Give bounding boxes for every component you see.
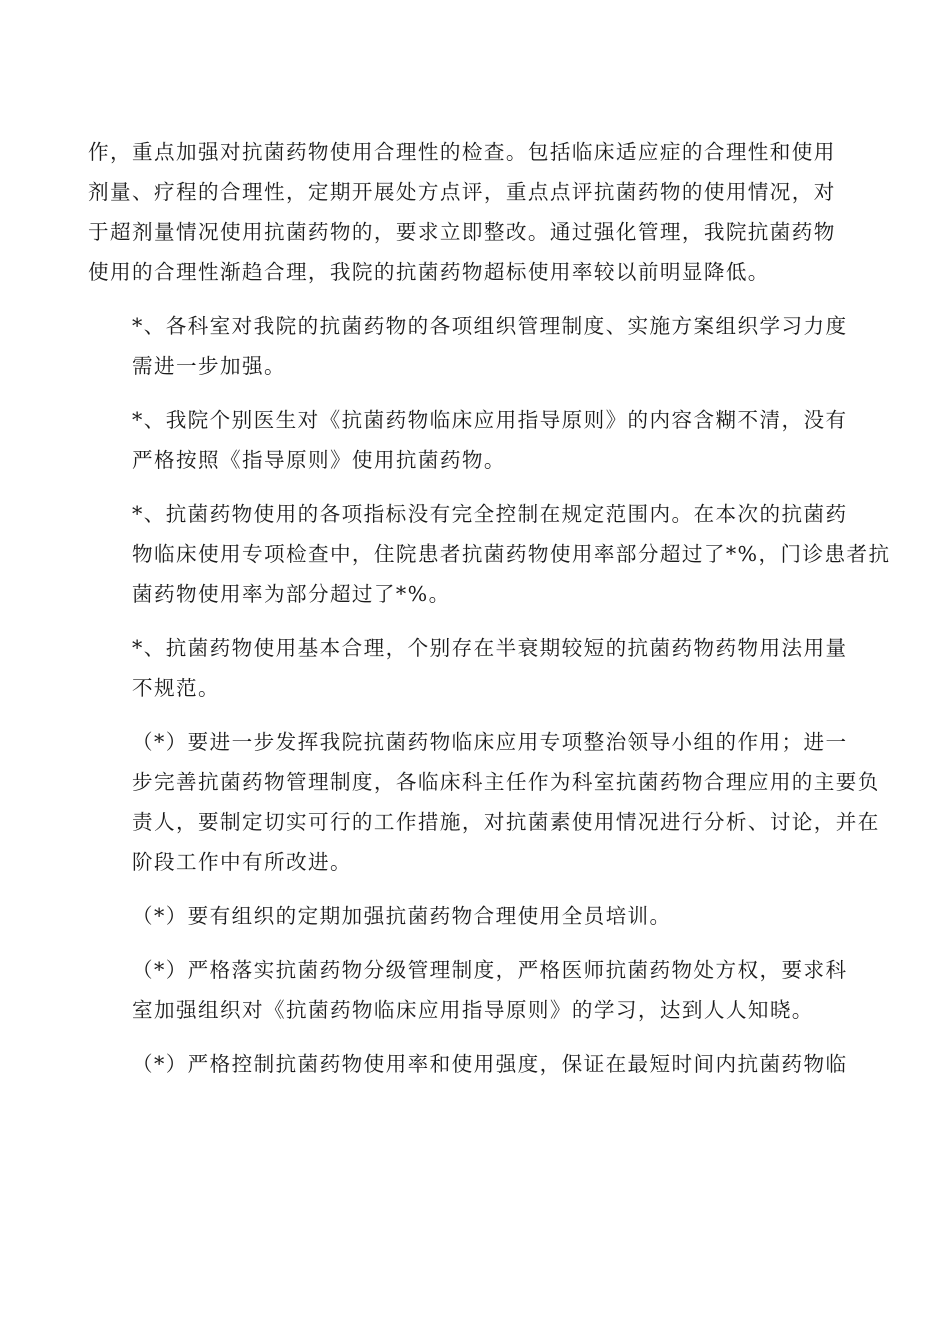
- text-line: 物临床使用专项检查中，住院患者抗菌药物使用率部分超过了*%，门诊患者抗: [132, 542, 891, 566]
- paragraph: [88, 400, 864, 480]
- paragraph: [88, 628, 864, 708]
- text-line: 不规范。: [132, 676, 220, 700]
- paragraph: [88, 494, 891, 614]
- text-line: （*）要有组织的定期加强抗菌药物合理使用全员培训。: [132, 904, 672, 928]
- paragraph: [88, 722, 880, 882]
- paragraph: [88, 1044, 864, 1084]
- text-line: （*）要进一步发挥我院抗菌药物临床应用专项整治领导小组的作用；进一: [132, 730, 848, 754]
- paragraph: [88, 132, 864, 292]
- text-line: *、我院个别医生对《抗菌药物临床应用指导原则》的内容含糊不清，没有: [132, 408, 848, 432]
- text-line: *、抗菌药物使用基本合理，个别存在半衰期较短的抗菌药物药物用法用量: [132, 636, 848, 660]
- text-line: （*）严格控制抗菌药物使用率和使用强度，保证在最短时间内抗菌药物临: [132, 1052, 848, 1076]
- text-line: （*）严格落实抗菌药物分级管理制度，严格医师抗菌药物处方权，要求科: [132, 958, 848, 982]
- document-body: [88, 132, 891, 1098]
- text-line: 作，重点加强对抗菌药物使用合理性的检查。包括临床适应症的合理性和使用: [88, 140, 836, 164]
- text-line: 严格按照《指导原则》使用抗菌药物。: [132, 448, 506, 472]
- text-line: 责人，要制定切实可行的工作措施，对抗菌素使用情况进行分析、讨论，并在: [132, 810, 880, 834]
- text-line: 室加强组织对《抗菌药物临床应用指导原则》的学习，达到人人知晓。: [132, 998, 814, 1022]
- text-line: 阶段工作中有所改进。: [132, 850, 352, 874]
- paragraph: [88, 306, 864, 386]
- text-line: 需进一步加强。: [132, 354, 286, 378]
- paragraph: [88, 950, 864, 1030]
- text-line: *、各科室对我院的抗菌药物的各项组织管理制度、实施方案组织学习力度: [132, 314, 848, 338]
- text-line: 步完善抗菌药物管理制度，各临床科主任作为科室抗菌药物合理应用的主要负: [132, 770, 880, 794]
- text-line: 剂量、疗程的合理性，定期开展处方点评，重点点评抗菌药物的使用情况，对: [88, 180, 836, 204]
- text-line: *、抗菌药物使用的各项指标没有完全控制在规定范围内。在本次的抗菌药: [132, 502, 848, 526]
- paragraph: [88, 896, 864, 936]
- text-line: 使用的合理性渐趋合理，我院的抗菌药物超标使用率较以前明显降低。: [88, 260, 770, 284]
- text-line: 菌药物使用率为部分超过了*%。: [132, 582, 451, 606]
- text-line: 于超剂量情况使用抗菌药物的，要求立即整改。通过强化管理，我院抗菌药物: [88, 220, 836, 244]
